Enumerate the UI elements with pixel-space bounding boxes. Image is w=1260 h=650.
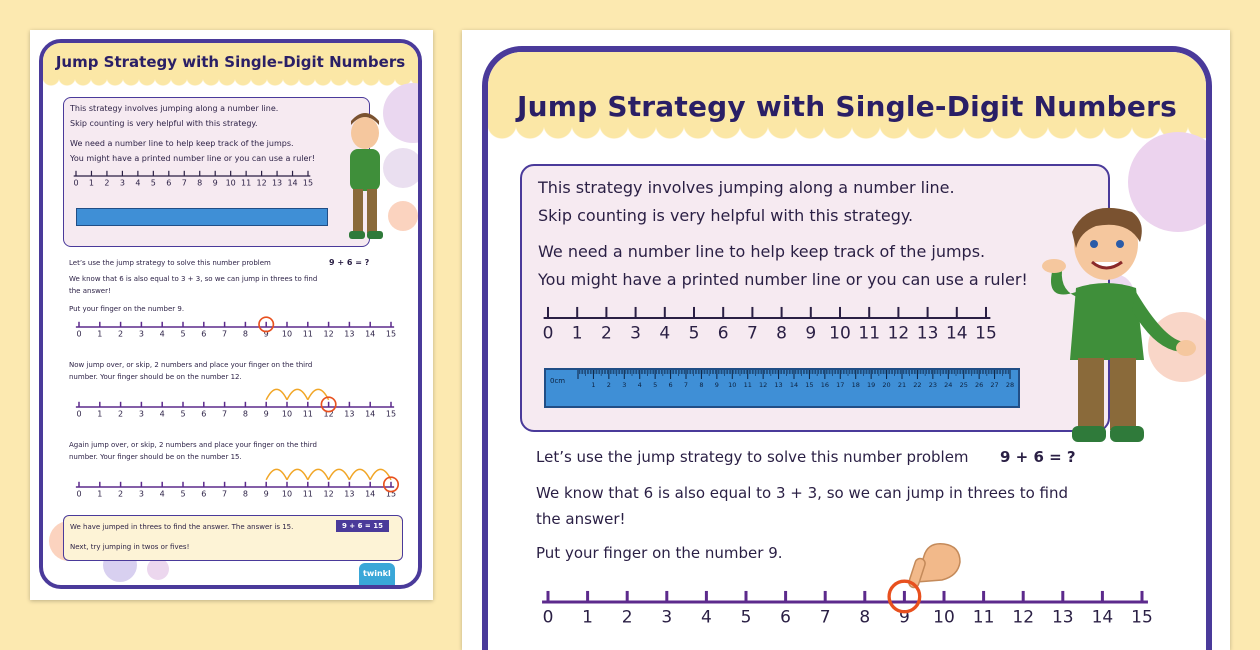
number-line-label: 12 <box>323 329 334 339</box>
number-line-label: 10 <box>933 607 955 628</box>
number-line-label: 3 <box>138 329 144 339</box>
number-line-label: 7 <box>222 409 228 419</box>
ruler-label: 4 <box>637 381 642 389</box>
number-line-label: 6 <box>201 409 207 419</box>
number-line-label: 6 <box>717 323 729 344</box>
ruler-label: 23 <box>928 381 937 389</box>
intro-line-1: This strategy involves jumping along a number line. <box>538 178 955 197</box>
thumbnail-page[interactable] <box>30 30 433 600</box>
number-line-label: 10 <box>281 489 293 499</box>
ruler-label: 25 <box>959 381 968 389</box>
number-line-label: 15 <box>975 323 997 344</box>
number-line-label: 10 <box>281 329 293 339</box>
number-line-label: 13 <box>916 323 939 344</box>
ruler-label: 27 <box>990 381 999 389</box>
number-line-label: 3 <box>138 409 144 419</box>
number-line-label: 9 <box>263 489 269 499</box>
number-line-label: 13 <box>344 489 355 499</box>
ruler-label: 13 <box>774 381 783 389</box>
ruler-label: 11 <box>743 381 752 389</box>
number-line-label: 11 <box>858 323 881 344</box>
number-line-label: 0 <box>76 329 82 339</box>
number-line-label: 11 <box>972 607 995 628</box>
number-line-label: 6 <box>201 329 207 339</box>
number-line-label: 10 <box>829 323 851 344</box>
number-line-label: 8 <box>242 489 248 499</box>
number-line-label: 10 <box>225 178 236 188</box>
thumbnail-title: Jump Strategy with Single-Digit Numbers <box>55 53 406 71</box>
number-line-label: 13 <box>1051 607 1074 628</box>
number-line-label: 11 <box>302 409 313 419</box>
number-line-label: 12 <box>256 178 267 188</box>
number-line-label: 15 <box>385 329 397 339</box>
number-line-label: 11 <box>302 329 313 339</box>
ruler-label: 20 <box>882 381 891 389</box>
number-line-label: 8 <box>242 409 248 419</box>
jump-arc <box>266 469 287 479</box>
number-line-label: 0 <box>542 607 554 628</box>
number-line-label: 4 <box>159 489 165 499</box>
ruler-label: 22 <box>913 381 922 389</box>
ruler-label: 6 <box>668 381 673 389</box>
page-title: Jump Strategy with Single-Digit Numbers <box>517 90 1177 123</box>
ruler-label: 12 <box>759 381 768 389</box>
thumbnail-intro-box: This strategy involves jumping along a number line. Skip counting is very helpful with this strategy. We need a number line to help keep track of the jumps. You might have a printed number line or you can use a ruler! 0 1 2 3 4 5 6 7 8 9 10 11 12 13 14 15 <box>63 97 370 247</box>
problem-text: Let’s use the jump strategy to solve this number problem <box>536 448 969 466</box>
ruler-label: 2 <box>606 381 611 389</box>
number-line-label: 13 <box>344 329 355 339</box>
detail-page[interactable] <box>462 30 1230 650</box>
number-line-label: 5 <box>740 607 752 628</box>
number-line-label: 6 <box>201 489 207 499</box>
ruler-label: 26 <box>975 381 984 389</box>
number-line-label: 11 <box>241 178 252 188</box>
thumbnail-number-line-3 <box>43 43 418 585</box>
ruler-label: 1 <box>591 381 596 389</box>
ruler-start-label: 0cm <box>550 377 566 385</box>
number-line-label: 14 <box>365 329 376 339</box>
number-line-label: 4 <box>659 323 671 344</box>
number-line-label: 3 <box>630 323 642 344</box>
ruler-label: 16 <box>820 381 829 389</box>
number-line-label: 1 <box>97 329 103 339</box>
number-line-label: 9 <box>805 323 817 344</box>
number-line-label: 6 <box>780 607 792 628</box>
number-line-label: 4 <box>135 178 141 188</box>
number-line-label: 12 <box>323 409 334 419</box>
ruler-label: 21 <box>897 381 907 389</box>
ruler-label: 7 <box>683 381 689 389</box>
number-line-label: 15 <box>385 489 397 499</box>
ruler-label: 9 <box>714 381 719 389</box>
number-line-label: 7 <box>222 489 228 499</box>
ruler-label: 15 <box>805 381 814 389</box>
number-line-label: 0 <box>76 489 82 499</box>
ruler-label: 3 <box>622 381 627 389</box>
number-line-label: 14 <box>365 489 376 499</box>
number-line-label: 15 <box>1131 607 1153 628</box>
number-line-label: 1 <box>88 178 95 188</box>
number-line-label: 11 <box>302 489 313 499</box>
ruler-label: 17 <box>836 381 845 389</box>
number-line-label: 5 <box>180 409 186 419</box>
thumbnail-answer-equation: 9 + 6 = 15 <box>336 520 389 532</box>
ruler-label: 28 <box>1005 381 1015 389</box>
step-know-line-1: We know that 6 is also equal to 3 + 3, so we can jump in threes to find <box>536 484 1069 502</box>
number-line-label: 0 <box>542 323 554 344</box>
ruler-label: 14 <box>789 381 799 389</box>
detail-frame <box>482 46 1212 650</box>
number-line-label: 8 <box>859 607 871 628</box>
number-line-label: 2 <box>104 178 110 188</box>
number-line-label: 13 <box>344 409 355 419</box>
number-line-label: 8 <box>197 178 203 188</box>
number-line-label: 2 <box>621 607 633 628</box>
number-line-label: 8 <box>776 323 788 344</box>
number-line-label: 14 <box>945 323 968 344</box>
number-line-label: 7 <box>181 178 187 188</box>
number-line-label: 14 <box>365 409 376 419</box>
number-line-label: 2 <box>118 409 124 419</box>
ruler-label: 10 <box>728 381 737 389</box>
step1-text: Put your finger on the number 9. <box>536 544 783 562</box>
jump-arc <box>349 469 370 479</box>
twinkl-logo[interactable]: twinkl <box>359 563 395 585</box>
number-line-label: 8 <box>242 329 248 339</box>
jump-arc <box>287 469 308 479</box>
number-line-label: 1 <box>97 489 103 499</box>
ruler-label: 24 <box>944 381 953 389</box>
number-line-label: 5 <box>180 489 186 499</box>
number-line-label: 3 <box>119 178 125 188</box>
number-line-label: 9 <box>212 178 218 188</box>
number-line-step-1 <box>488 52 1206 650</box>
number-line-label: 2 <box>118 489 124 499</box>
ruler-label: 5 <box>653 381 658 389</box>
number-line-label: 5 <box>180 329 186 339</box>
intro-line-4: You might have a printed number line or you can use a ruler! <box>538 270 1028 289</box>
intro-line-3: We need a number line to help keep track of the jumps. <box>538 242 986 261</box>
intro-line-2: Skip counting is very helpful with this strategy. <box>538 206 914 225</box>
ruler-label: 8 <box>699 381 704 389</box>
number-line-label: 0 <box>76 409 82 419</box>
jump-arc <box>329 469 350 479</box>
number-line-label: 0 <box>73 178 79 188</box>
number-line-label: 14 <box>287 178 298 188</box>
number-line-label: 6 <box>166 178 172 188</box>
number-line-label: 2 <box>600 323 612 344</box>
number-line-label: 3 <box>661 607 673 628</box>
number-line-label: 2 <box>118 329 124 339</box>
number-line-label: 12 <box>887 323 910 344</box>
number-line-label: 14 <box>1091 607 1114 628</box>
number-line-label: 4 <box>700 607 712 628</box>
number-line-label: 9 <box>263 409 269 419</box>
number-line-label: 4 <box>159 329 165 339</box>
number-line-label: 10 <box>281 409 293 419</box>
number-line-label: 7 <box>746 323 758 344</box>
number-line-label: 1 <box>97 409 103 419</box>
number-line-label: 1 <box>582 607 594 628</box>
number-line-label: 15 <box>302 178 314 188</box>
number-line-label: 7 <box>819 607 831 628</box>
number-line-label: 7 <box>222 329 228 339</box>
number-line-label: 3 <box>138 489 144 499</box>
number-line-label: 5 <box>150 178 156 188</box>
number-line-label: 1 <box>571 323 583 344</box>
ruler-label: 19 <box>867 381 876 389</box>
thumbnail-answer-box: We have jumped in threes to find the answer. The answer is 15. 9 + 6 = 15 Next, try jumping in twos or fives! <box>63 515 403 561</box>
number-line-label: 12 <box>1012 607 1035 628</box>
number-line-label: 4 <box>159 409 165 419</box>
step-know-line-2: the answer! <box>536 510 626 528</box>
number-line-label: 9 <box>898 607 910 628</box>
number-line-label: 9 <box>263 329 269 339</box>
problem-expression: 9 + 6 = ? <box>1000 448 1076 466</box>
number-line-label: 12 <box>323 489 334 499</box>
number-line-label: 5 <box>688 323 700 344</box>
thumbnail-frame: Jump Strategy with Single-Digit Numbers This strategy involves jumping along a number line. Skip counting is very helpful with this strategy. We need a number line to help keep track of the jumps. You might have a printed number line or you can use a ruler! 0 1 2 3 4 5 6 7 8 9 10 11 12 13 14 15 Let’s use the jump strategy to solve this number problem 9 + 6 = ? We know that 6 is also equal to 3 + 3, so we can jump in threes to find the answer! Put your finger on the number 9. 0 1 2 3 4 5 6 7 8 9 10 11 12 13 14 15 Now jump over, or skip, 2 numbers and place your finger on the third number. Your finger should be on the number 12. 0 1 2 3 4 5 6 7 8 9 10 11 12 13 14 15 Again jump over, or skip, 2 numbers and place your finger on the third number. Your finger should be on the number 15. 0 1 2 3 4 5 6 7 8 9 10 11 12 13 14 15 We have jumped in threes to find the answer. The answer is 15. 9 + 6 = 15 Next, try jumping in twos or fives! twinkl <box>39 39 422 589</box>
number-line-label: 15 <box>385 409 397 419</box>
jump-arc <box>308 469 329 479</box>
number-line-label: 13 <box>271 178 283 188</box>
ruler-label: 18 <box>851 381 860 389</box>
